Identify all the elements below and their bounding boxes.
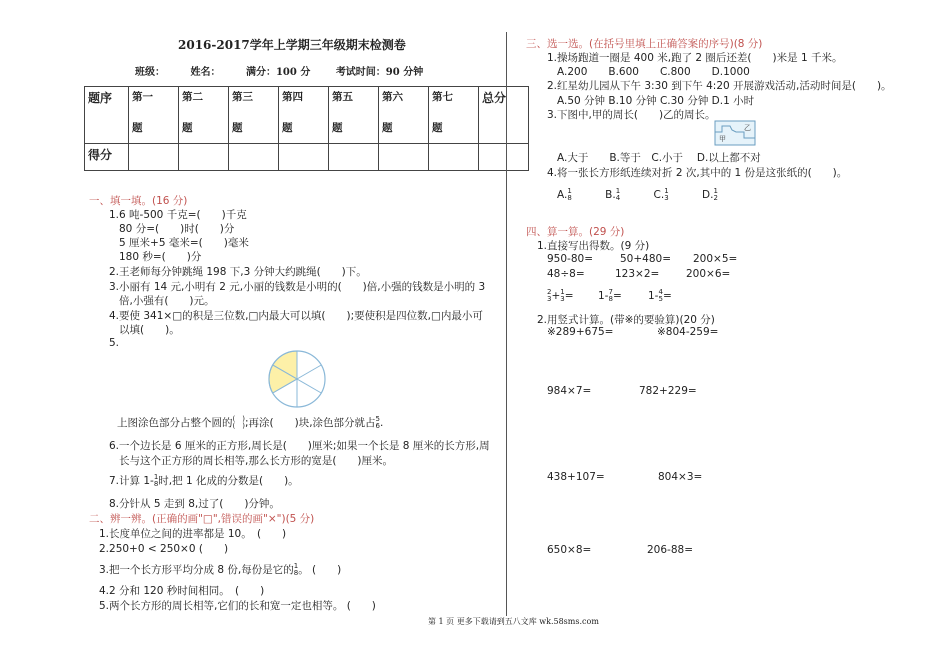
s1-q2: 2.王老师每分钟跳绳 198 下,3 分钟大约跳绳( )下。	[109, 266, 367, 278]
s4-v2c1: 984×7=	[547, 385, 592, 397]
column-divider	[506, 32, 507, 616]
s3-q3-options: A.大于 B.等于 C.小于 D.以上都不对	[557, 152, 761, 164]
s4-r2c3: 200×6=	[686, 268, 731, 280]
score-cell[interactable]	[179, 144, 229, 171]
s4-v2c2: 782+229=	[639, 385, 697, 397]
score-table-total-header: 总分	[479, 87, 529, 144]
s3-q2: 2.红星幼儿园从下午 3:30 到下午 4:20 开展游戏活动,活动时间是( )。	[547, 80, 892, 92]
fraction-one-eighth: 1 8	[293, 562, 299, 577]
s1-q4b: 以填( )。	[119, 324, 180, 336]
s1-q7: 7.计算 1- 1 8 时,把 1 化成的分数是( )。	[109, 473, 299, 488]
fraction-one-eighth: 1 8	[153, 473, 159, 488]
s3-q4-options: A. 1 8 B. 1 4 C. 1 3 D. 1 2	[557, 187, 718, 202]
jia-label: 甲	[719, 135, 726, 143]
s3-q4: 4.将一张长方形纸连续对折 2 次,其中的 1 份是这张纸的( )。	[547, 167, 848, 179]
s4-part1: 1.直接写出得数。(9 分)	[537, 240, 650, 252]
yi-label: 乙	[744, 124, 751, 132]
s4-frac2: 1- 7 8 =	[598, 288, 622, 303]
score-cell[interactable]	[429, 144, 479, 171]
s4-r1c3: 200×5=	[693, 253, 738, 265]
score-cell[interactable]	[129, 144, 179, 171]
fraction-five-sixths: 5 6	[375, 415, 381, 430]
s2-q5: 5.两个长方形的周长相等,它们的长和宽一定也相等。 ( )	[99, 600, 376, 612]
section-2-title: 二、辨一辨。(正确的画"□",错误的画"×")(5 分)	[89, 513, 315, 525]
s4-v3c1: 438+107=	[547, 471, 605, 483]
score-table	[84, 86, 529, 171]
s1-q5: 5.	[109, 337, 120, 349]
s1-q1a: 1.6 吨-500 千克=( )千克	[109, 209, 247, 221]
section-4-title: 四、算一算。(29 分)	[526, 226, 625, 238]
exam-title: 2016-2017学年上学期三年级期末检测卷	[178, 38, 406, 52]
score-table-col: 第五 题	[329, 87, 379, 144]
jia-yi-diagram	[714, 120, 756, 146]
s4-frac3: 1- 4 5 =	[648, 288, 672, 303]
score-cell[interactable]	[329, 144, 379, 171]
s4-v4c2: 206-88=	[647, 544, 693, 556]
class-label: 班级：	[135, 67, 165, 78]
s1-q4a: 4.要使 341×□的积是三位数,□内最大可以填( );要使积是四位数,□内最小可	[109, 310, 483, 322]
s4-r2c1: 48÷8=	[547, 268, 585, 280]
name-label: 姓名：	[190, 67, 221, 78]
s4-r2c2: 123×2=	[615, 268, 660, 280]
exam-info	[135, 63, 445, 78]
s1-q1b: 80 分=( )时( )分	[119, 223, 235, 235]
s1-q8: 8.分针从 5 走到 8,过了( )分钟。	[109, 498, 280, 510]
s4-v1c2: ※804-259=	[657, 326, 719, 338]
circle-diagram	[268, 350, 326, 408]
s4-part2: 2.用竖式计算。(带※的要验算)(20 分)	[537, 314, 715, 326]
s4-frac1: 2 3 + 1 3 =	[547, 288, 574, 303]
score-table-col: 第四 题	[279, 87, 329, 144]
s3-q2-options: A.50 分钟 B.10 分钟 C.30 分钟 D.1 小时	[557, 95, 755, 107]
s1-q5-text: 上图涂色部分占整个圆的 ( ) ( ) ;再涂( )块,涂色部分就占 5 6 .	[117, 415, 384, 430]
section-1-title: 一、填一填。(16 分)	[89, 195, 188, 207]
score-table-col: 第三 题	[229, 87, 279, 144]
s4-r1c1: 950-80=	[547, 253, 593, 265]
s1-q3a: 3.小丽有 14 元,小明有 2 元,小丽的钱数是小明的( )倍,小强的钱数是小明的 3	[109, 281, 486, 293]
s2-q3: 3.把一个长方形平均分成 8 份,每份是它的 1 8 。 ( )	[99, 562, 342, 577]
score-cell[interactable]	[229, 144, 279, 171]
score-table-col: 第一 题	[129, 87, 179, 144]
s4-v1c1: ※289+675=	[547, 326, 614, 338]
blank-fraction[interactable]: ( ) ( )	[232, 415, 245, 430]
s2-q2: 2.250+0 < 250×0 ( )	[99, 543, 229, 555]
page-footer: 第 1 页 更多下载请到五八文库 wk.58sms.com	[428, 617, 599, 626]
s3-q3: 3.下图中,甲的周长( )乙的周长。	[547, 109, 716, 121]
s1-q6a: 6.一个边长是 6 厘米的正方形,周长是( )厘米;如果一个长是 8 厘米的长方形,周	[109, 440, 490, 452]
s2-q4: 4.2 分和 120 秒时间相同。 ( )	[99, 585, 265, 597]
s3-q1: 1.操场跑道一圈是 400 米,跑了 2 圈后还差( )米是 1 千米。	[547, 52, 843, 64]
score-cell[interactable]	[379, 144, 429, 171]
score-table-col: 第六 题	[379, 87, 429, 144]
s4-r1c2: 50+480=	[620, 253, 671, 265]
s1-q6b: 长与这个正方形的周长相等,那么长方形的宽是( )厘米。	[119, 455, 394, 467]
section-3-title: 三、选一选。(在括号里填上正确答案的序号)(8 分)	[526, 38, 763, 50]
s1-q1d: 180 秒=( )分	[119, 251, 202, 263]
s4-v4c1: 650×8=	[547, 544, 592, 556]
s1-q3b: 倍,小强有( )元。	[119, 295, 215, 307]
s4-v3c2: 804×3=	[658, 471, 703, 483]
score-table-row-label: 得分	[85, 144, 129, 171]
full-score: 满分：100 分	[245, 67, 311, 78]
s2-q1: 1.长度单位之间的进率都是 10。 ( )	[99, 528, 287, 540]
s1-q1c: 5 厘米+5 毫米=( )毫米	[119, 237, 249, 249]
score-table-col: 第七 题	[429, 87, 479, 144]
s3-q1-options: A.200 B.600 C.800 D.1000	[557, 66, 750, 78]
score-table-col: 第二 题	[179, 87, 229, 144]
score-table-header-qnum: 题序	[85, 87, 129, 144]
score-cell[interactable]	[479, 144, 529, 171]
exam-time: 考试时间：90 分钟	[335, 67, 424, 78]
score-cell[interactable]	[279, 144, 329, 171]
